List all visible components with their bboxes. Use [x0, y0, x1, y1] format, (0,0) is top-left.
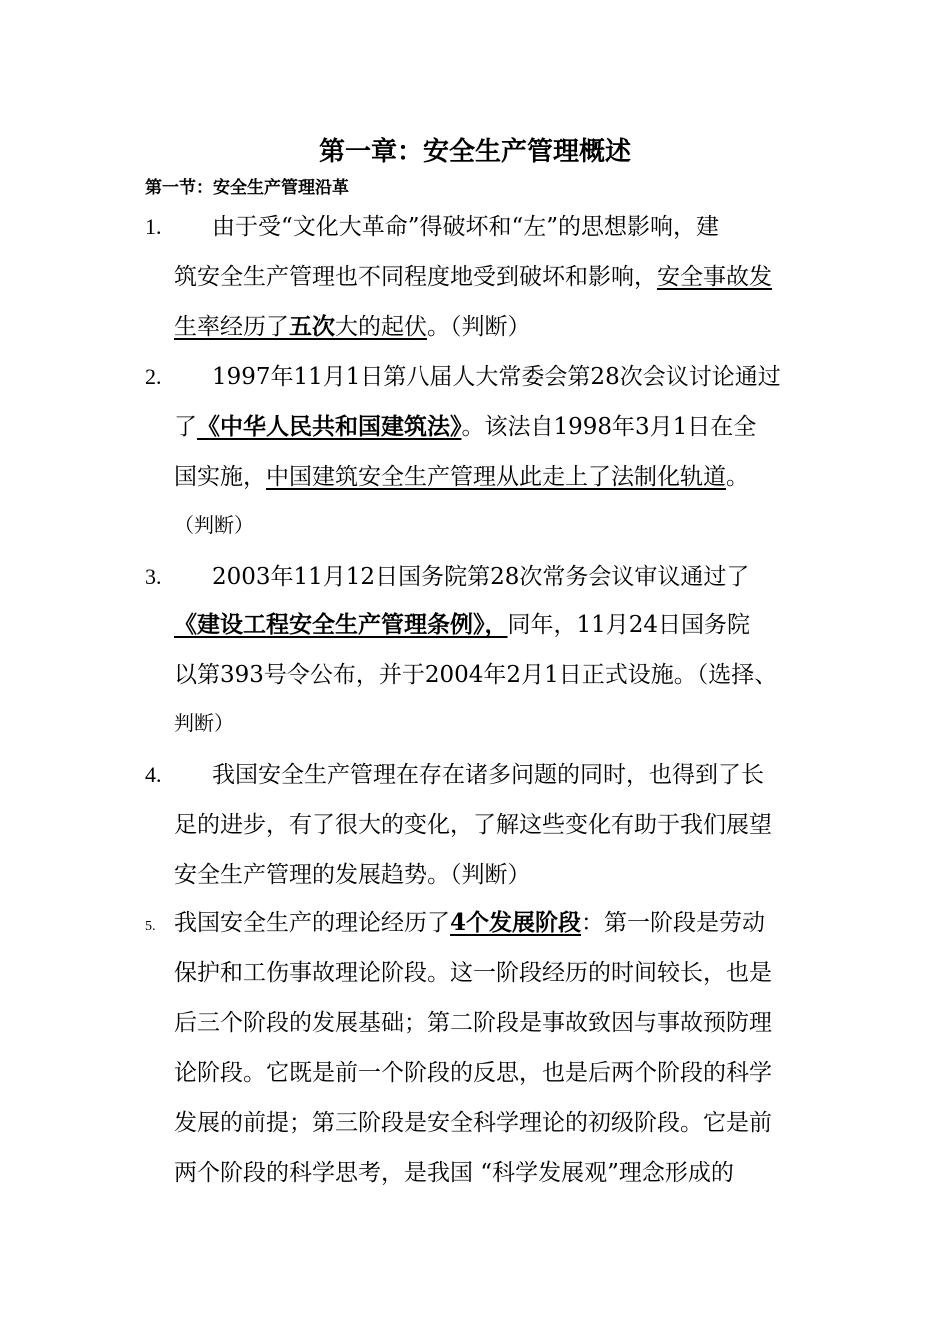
paragraph-line [174, 412, 814, 442]
chapter-title: 第一章：安全生产管理概述 [318, 137, 631, 167]
list-number: 4. [145, 762, 162, 787]
paragraph-line: 我国安全生产管理在存在诸多问题的同时，也得到了长 [212, 762, 764, 788]
text-run: 我国安全生产的理论经历了 [174, 910, 450, 936]
regulation-title: 《建设工程安全生产管理条例》， [174, 611, 508, 638]
text-run: 。 [726, 464, 749, 490]
paragraph-line [174, 262, 814, 292]
paragraph-line: （判断） [174, 513, 254, 537]
paragraph-line: 后三个阶段的发展基础；第二阶段是事故致因与事故预防理 [174, 1010, 772, 1036]
list-number: 1. [145, 214, 162, 239]
text-run: 。该法自1998年3月1日在全 [461, 414, 757, 440]
paragraph-line [174, 462, 814, 492]
text-run: 了 [174, 414, 197, 440]
paragraph-line: 论阶段。它既是前一个阶段的反思，也是后两个阶段的科学 [174, 1060, 772, 1086]
paragraph-line: 判断） [174, 711, 234, 735]
text-run: 。（判断） [427, 314, 531, 340]
paragraph-line: 保护和工伤事故理论阶段。这一阶段经历的时间较长，也是 [174, 960, 772, 986]
underlined-text: 中国建筑安全生产管理从此走上了法制化轨道 [266, 464, 726, 490]
list-number: 2. [145, 364, 162, 389]
paragraph-line: 发展的前提；第三阶段是安全科学理论的初级阶段。它是前 [174, 1110, 772, 1136]
bold-underlined-text: 4个发展阶段 [450, 909, 582, 936]
text-run: 同年，11月24日国务院 [507, 612, 751, 638]
bold-underlined-text: 五次 [289, 313, 335, 340]
paragraph-line [174, 610, 814, 640]
paragraph-line: 2003年11月12日国务院第28次常务会议审议通过了 [212, 564, 750, 590]
list-number: 5. [145, 919, 156, 934]
paragraph-line: 1997年11月1日第八届人大常委会第28次会议讨论通过 [212, 364, 781, 390]
paragraph-line: 由于受“文化大革命”得破坏和“左”的思想影响，建 [212, 214, 720, 240]
paragraph-line [174, 312, 814, 342]
paragraph-line: 足的进步，有了很大的变化，了解这些变化有助于我们展望 [174, 812, 772, 838]
paragraph-line [174, 908, 814, 938]
section-heading: 第一节：安全生产管理沿革 [145, 178, 349, 198]
list-number: 3. [145, 564, 162, 589]
text-run: 筑安全生产管理也不同程度地受到破坏和影响， [174, 264, 657, 290]
underlined-text: 安全事故发 [657, 264, 772, 290]
paragraph-line: 两个阶段的科学思考，是我国 “科学发展观”理念形成的 [174, 1160, 734, 1186]
paragraph-line: 以第393号令公布，并于2004年2月1日正式设施。（选择、 [174, 662, 778, 688]
text-run: ：第一阶段是劳动 [581, 910, 766, 936]
underlined-text: 大的起伏 [335, 314, 427, 340]
law-title: 《中华人民共和国建筑法》 [197, 413, 462, 440]
underlined-text: 生率经历了 [174, 314, 289, 340]
text-run: 国实施， [174, 464, 266, 490]
paragraph-line: 安全生产管理的发展趋势。（判断） [174, 862, 531, 888]
